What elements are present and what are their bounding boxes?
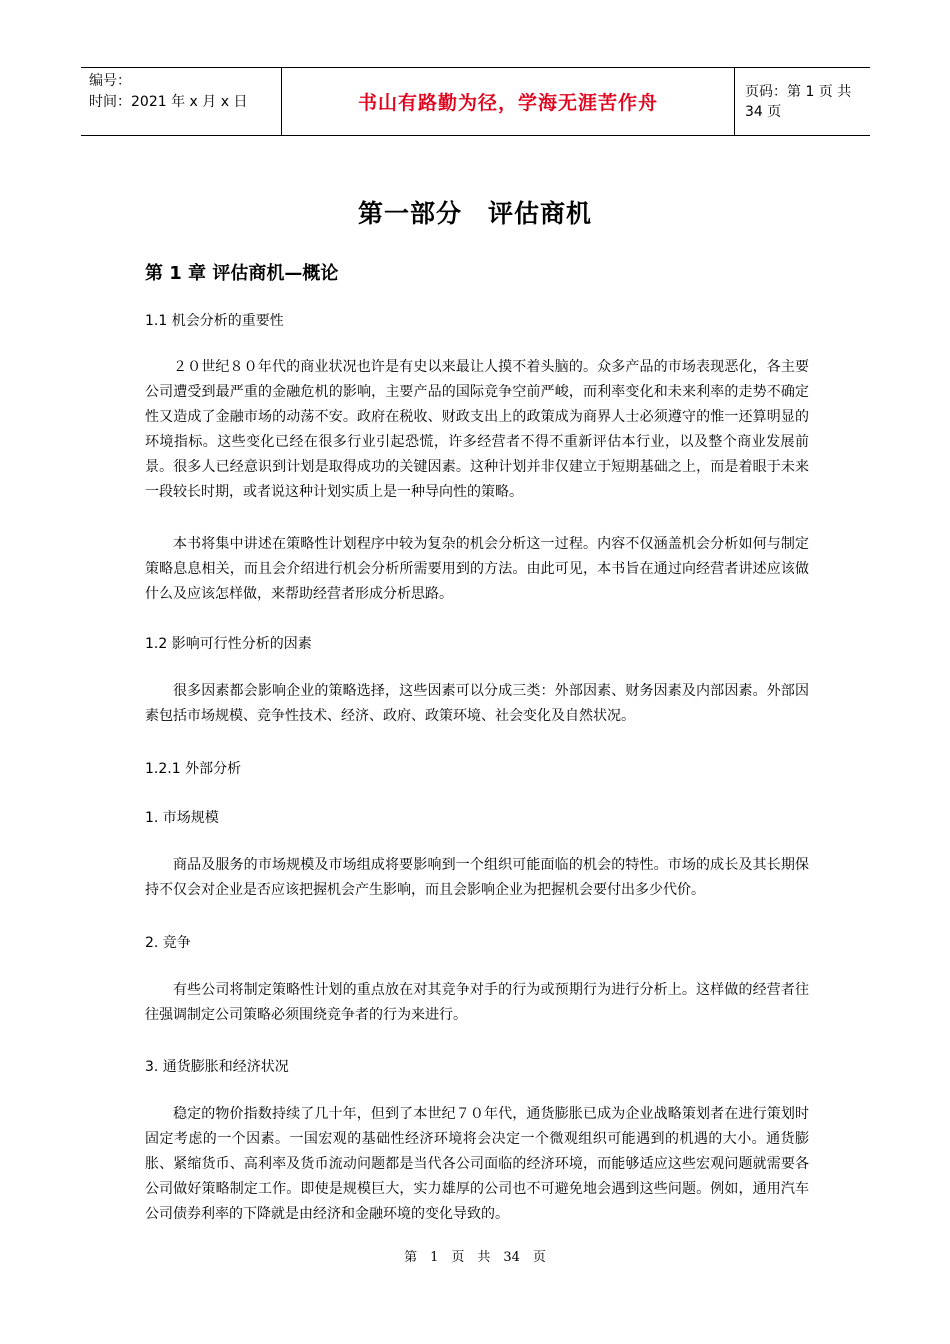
paragraph-5: 有些公司将制定策略性计划的重点放在对其竞争对手的行为或预期行为进行分析上。这样做的经营者往往强调制定公司策略必须围绕竞争者的行为来进行。 (145, 982, 809, 1023)
paragraph-4: 商品及服务的市场规模及市场组成将要影响到一个组织可能面临的机会的特性。市场的成长及其长期保持不仅会对企业是否应该把握机会产生影响，而且会影响企业为把握机会要付出多少代价。 (145, 857, 809, 898)
paragraph-3: 很多因素都会影响企业的策略选择，这些因素可以分成三类：外部因素、财务因素及内部因素。外部因素包括市场规模、竞争性技术、经济、政府、政策环境、社会变化及自然状况。 (145, 683, 809, 724)
document-code-label: 编号： (89, 73, 131, 89)
list-item-competition: 2. 竞争 (145, 935, 191, 951)
list-item-market-size: 1. 市场规模 (145, 810, 219, 826)
header-page-cell (735, 68, 870, 135)
section-heading-1-1: 1.1 机会分析的重要性 (145, 313, 284, 329)
paragraph-6: 稳定的物价指数持续了几十年，但到了本世纪７０年代，通货膨胀已成为企业战略策划者在进行策划时固定考虑的一个因素。一国宏观的基础性经济环境将会决定一个微观组织可能遇到的机遇的大小。通货膨胀、紧缩货币、高利率及货币流动问题都是当代各公司面临的经济环境，而能够适应这些宏观问题就需要各公司做好策略制定工作。即使是规模巨大，实力雄厚的公司也不可避免地会遇到这些问题。例如，通用汽车公司债券利率的下降就是由经济和金融环境的变化导致的。 (145, 1106, 809, 1222)
header-motto: 书山有路勤为径，学海无涯苦作舟 (357, 92, 658, 114)
paragraph-1: ２０世纪８０年代的商业状况也许是有史以来最让人摸不着头脑的。众多产品的市场表现恶化，各主要公司遭受到最严重的金融危机的影响，主要产品的国际竞争空前严峻，而利率变化和未来利率的走势不确定性又造成了金融市场的动荡不安。政府在税收、财政支出上的政策成为商界人士必须遵守的惟一还算明显的环境指标。这些变化已经在很多行业引起恐慌，许多经营者不得不重新评估本行业，以及整个商业发展前景。很多人已经意识到计划是取得成功的关键因素。这种计划并非仅建立于短期基础之上，而是着眼于未来一段较长时期，或者说这种计划实质上是一种导向性的策略。 (145, 359, 809, 500)
document-date-label: 时间：2021 年 x 月 x 日 (89, 94, 248, 110)
header-page-info: 页码：第 1 页 共 34 页 (745, 83, 852, 120)
page-header (81, 67, 870, 136)
chapter-title: 第 1 章 评估商机—概论 (145, 263, 339, 284)
page-footer: 第 1 页 共 34 页 (404, 1250, 546, 1265)
section-heading-1-2-1: 1.2.1 外部分析 (145, 761, 242, 777)
part-title: 第一部分 评估商机 (357, 199, 592, 228)
header-left-cell (81, 68, 281, 135)
header-motto-cell (281, 68, 735, 135)
list-item-inflation-economy: 3. 通货膨胀和经济状况 (145, 1059, 289, 1075)
paragraph-2: 本书将集中讲述在策略性计划程序中较为复杂的机会分析这一过程。内容不仅涵盖机会分析如何与制定策略息息相关，而且会介绍进行机会分析所需要用到的方法。由此可见，本书旨在通过向经营者讲述应该做什么及应该怎样做，来帮助经营者形成分析思路。 (145, 536, 809, 602)
section-heading-1-2: 1.2 影响可行性分析的因素 (145, 636, 312, 652)
